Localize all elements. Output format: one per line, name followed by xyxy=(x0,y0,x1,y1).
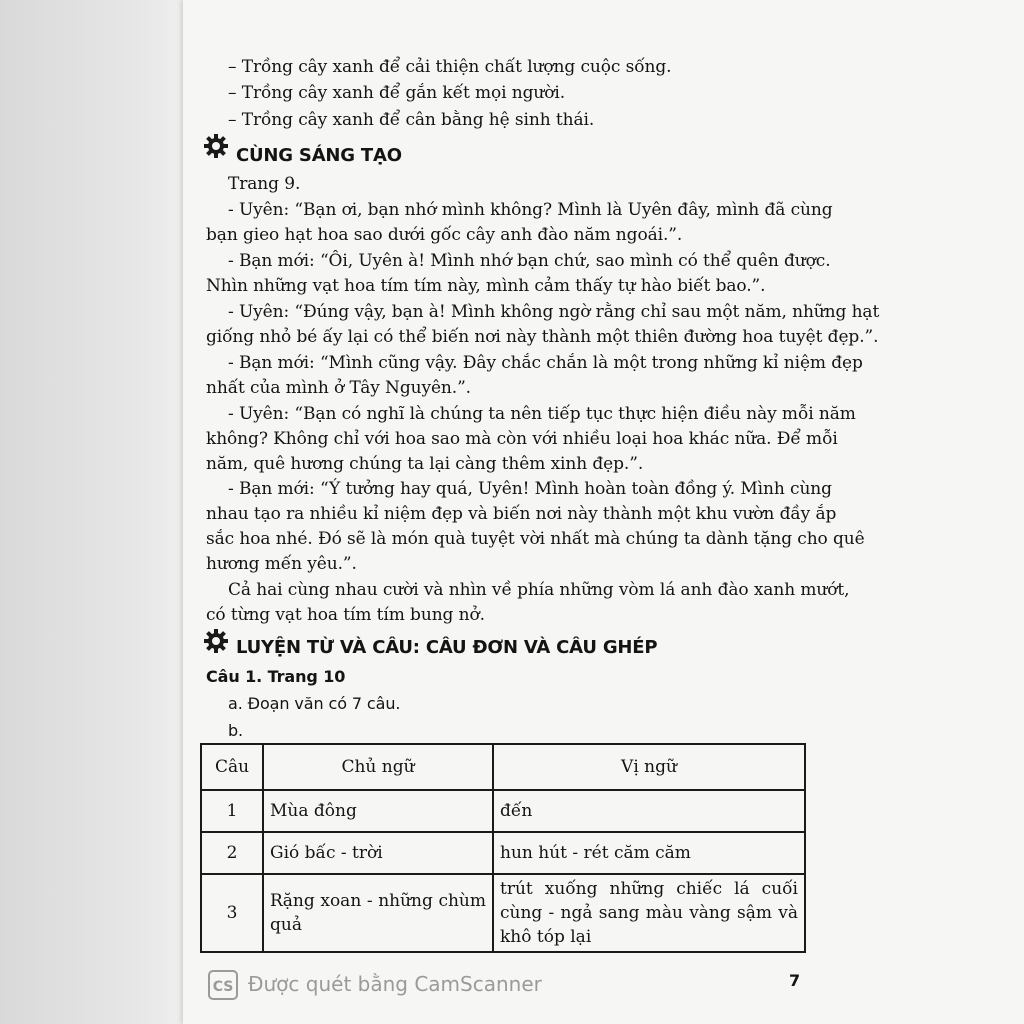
bullet-line-1: – Trồng cây xanh để cải thiện chất lượng cuộc sống. xyxy=(228,57,672,77)
dialogue-line: giống nhỏ bé ấy lại có thể biến nơi này thành một thiên đường hoa tuyệt đẹp.”. xyxy=(206,327,879,347)
bullet-line-2: – Trồng cây xanh để gắn kết mọi người. xyxy=(228,83,566,103)
cell-cau: 3 xyxy=(201,874,263,952)
cell-vi-ngu: đến xyxy=(493,790,805,832)
left-page-edge xyxy=(0,0,185,1024)
dialogue-line: sắc hoa nhé. Đó sẽ là món quà tuyệt vời nhất mà chúng ta dành tặng cho quê xyxy=(206,529,865,549)
dialogue-line: nhất của mình ở Tây Nguyên.”. xyxy=(206,378,471,398)
dialogue-line: - Bạn mới: “Mình cũng vậy. Đây chắc chắn là một trong những kỉ niệm đẹp xyxy=(228,353,863,373)
cell-chu-ngu: Gió bấc - trời xyxy=(263,832,493,874)
cell-chu-ngu: Mùa đông xyxy=(263,790,493,832)
dialogue-line: - Uyên: “Bạn có nghĩ là chúng ta nên tiếp tục thực hiện điều này mỗi năm xyxy=(228,404,856,424)
dialogue-line: - Bạn mới: “Ôi, Uyên à! Mình nhớ bạn chứ, sao mình có thể quên được. xyxy=(228,251,831,271)
page-number: 7 xyxy=(789,971,801,990)
section-title-luyen-tu-va-cau: LUYỆN TỪ VÀ CÂU: CÂU ĐƠN VÀ CÂU GHÉP xyxy=(236,637,658,658)
dialogue-line: - Bạn mới: “Ý tưởng hay quá, Uyên! Mình hoàn toàn đồng ý. Mình cùng xyxy=(228,479,832,499)
table-header-row xyxy=(201,744,805,790)
dialogue-line: năm, quê hương chúng ta lại càng thêm xinh đẹp.”. xyxy=(206,454,644,474)
dialogue-line: có từng vạt hoa tím tím bung nở. xyxy=(206,605,485,625)
dialogue-line: Cả hai cùng nhau cười và nhìn về phía những vòm lá anh đào xanh mướt, xyxy=(228,580,850,600)
section-title-cung-sang-tao: CÙNG SÁNG TẠO xyxy=(236,145,402,166)
question-label: Câu 1. Trang 10 xyxy=(206,667,346,686)
header-cau: Câu xyxy=(201,744,263,790)
dialogue-line: Nhìn những vạt hoa tím tím này, mình cảm thấy tự hào biết bao.”. xyxy=(206,276,766,296)
table-row xyxy=(201,790,805,832)
dialogue-line: - Uyên: “Đúng vậy, bạn à! Mình không ngờ rằng chỉ sau một năm, những hạt xyxy=(228,302,880,322)
dialogue-line: nhau tạo ra nhiều kỉ niệm đẹp và biến nơi này thành một khu vườn đầy ắp xyxy=(206,504,837,524)
cell-vi-ngu: hun hút - rét căm căm xyxy=(493,832,805,874)
cell-cau: 1 xyxy=(201,790,263,832)
gear-icon xyxy=(203,133,229,159)
camscanner-logo: CS xyxy=(208,970,238,1000)
bullet-line-3: – Trồng cây xanh để cân bằng hệ sinh thái. xyxy=(228,110,595,130)
dialogue-line: không? Không chỉ với hoa sao mà còn với nhiều loại hoa khác nữa. Để mỗi xyxy=(206,429,838,449)
header-chu-ngu: Chủ ngữ xyxy=(263,744,493,790)
cell-cau: 2 xyxy=(201,832,263,874)
scanner-watermark: Được quét bằng CamScanner xyxy=(248,972,542,996)
dialogue-line: bạn gieo hạt hoa sao dưới gốc cây anh đào năm ngoái.”. xyxy=(206,225,683,245)
table-row xyxy=(201,874,805,952)
cell-chu-ngu: Rặng xoan - những chùm quả xyxy=(263,874,493,952)
answer-part-a: a. Đoạn văn có 7 câu. xyxy=(228,694,401,713)
gear-icon xyxy=(203,628,229,654)
dialogue-line: - Uyên: “Bạn ơi, bạn nhớ mình không? Mình là Uyên đây, mình đã cùng xyxy=(228,200,833,220)
cell-vi-ngu: trút xuống những chiếc lá cuối cùng - ngả sang màu vàng sậm và khô tóp lại xyxy=(493,874,805,952)
header-vi-ngu: Vị ngữ xyxy=(493,744,805,790)
answer-part-b: b. xyxy=(228,721,244,740)
table-row xyxy=(201,832,805,874)
subject-predicate-table xyxy=(200,743,806,953)
dialogue-line: hương mến yêu.”. xyxy=(206,554,357,574)
page-ref: Trang 9. xyxy=(228,174,301,194)
